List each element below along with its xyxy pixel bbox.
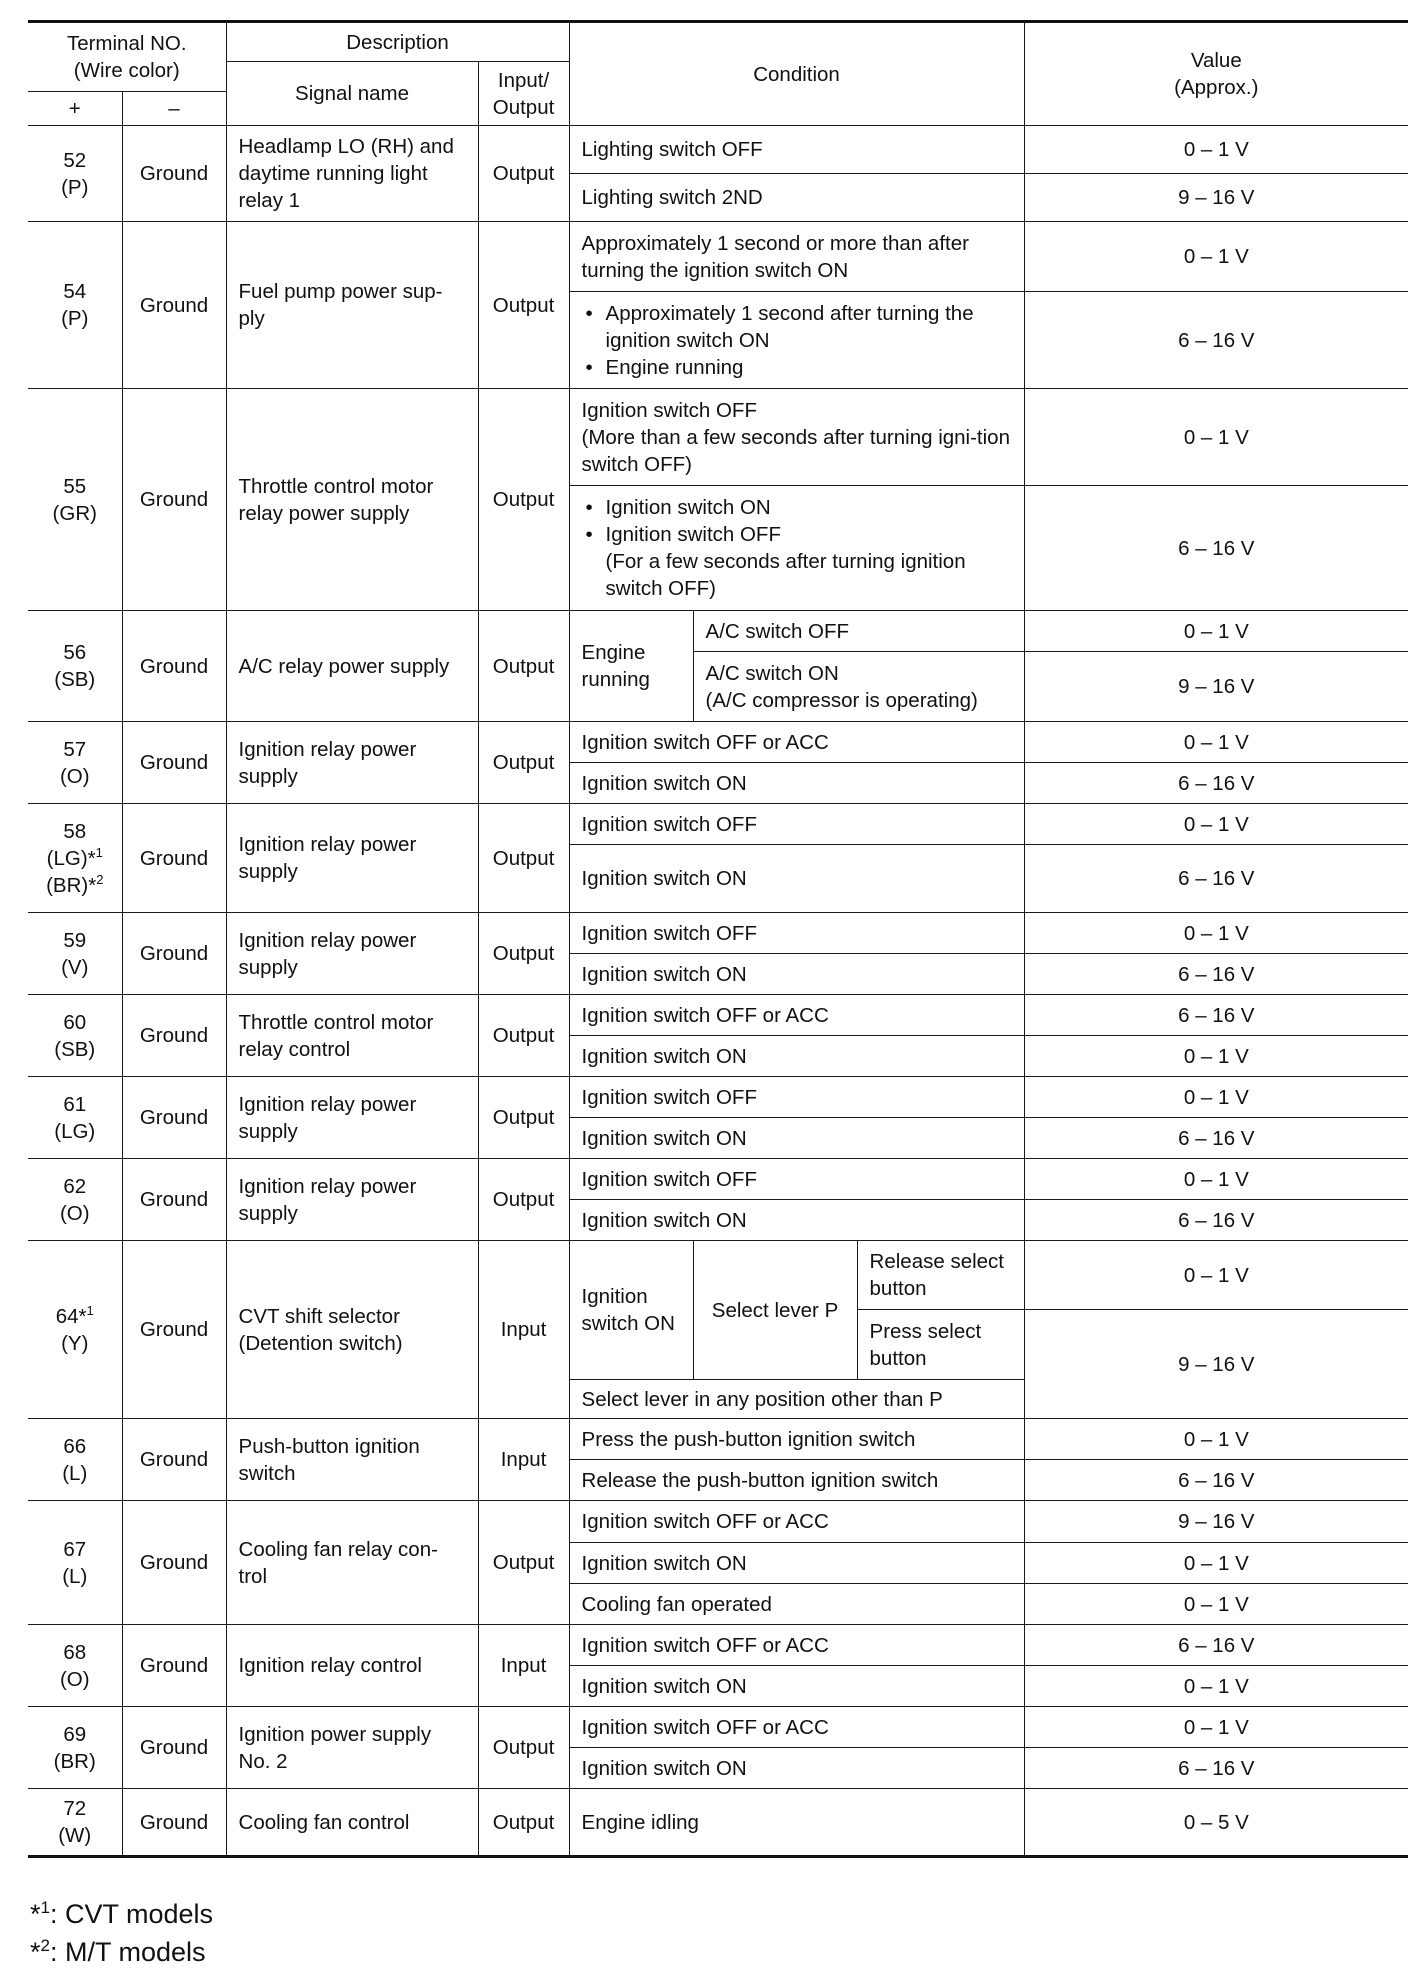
value-cell: 0 – 1 V bbox=[1024, 126, 1408, 174]
condition-cell: Select lever in any position other than P bbox=[569, 1380, 1024, 1419]
terminal-cell: 69 (BR) bbox=[28, 1707, 122, 1789]
table-row bbox=[28, 389, 1408, 486]
terminal-cell: 58 (LG)*$^1$ (BR)*$^2$ bbox=[28, 804, 122, 913]
signal-name-cell: Ignition relay power supply bbox=[226, 913, 478, 995]
value-cell: 0 – 1 V bbox=[1024, 611, 1408, 652]
ground-cell: Ground bbox=[122, 222, 226, 389]
condition-cell bbox=[569, 389, 1024, 486]
table-row bbox=[28, 1707, 1408, 1748]
io-cell: Output bbox=[478, 1789, 569, 1857]
terminal-cell: 57 (O) bbox=[28, 722, 122, 804]
value-cell: 6 – 16 V bbox=[1024, 954, 1408, 995]
value-cell: 6 – 16 V bbox=[1024, 1118, 1408, 1159]
io-cell: Output bbox=[478, 913, 569, 995]
condition-cell: A/C switch OFF bbox=[693, 611, 1024, 652]
table-row bbox=[28, 611, 1408, 652]
condition-cell: Ignition switch OFF bbox=[569, 1159, 1024, 1200]
signal-name-cell: Cooling fan control bbox=[226, 1789, 478, 1857]
io-cell: Output bbox=[478, 995, 569, 1077]
signal-name-cell: Ignition relay control bbox=[226, 1625, 478, 1707]
signal-name-cell: Headlamp LO (RH) and daytime running light relay 1 bbox=[226, 126, 478, 222]
condition-cell: Engine idling bbox=[569, 1789, 1024, 1857]
terminal-cell: 54 (P) bbox=[28, 222, 122, 389]
condition-line: A/C switch ON bbox=[705, 661, 839, 685]
description-header: Description bbox=[226, 22, 569, 62]
value-cell: 9 – 16 V bbox=[1024, 1501, 1408, 1543]
io-cell: Output bbox=[478, 1707, 569, 1789]
ground-cell: Ground bbox=[122, 126, 226, 222]
signal-name-cell: Ignition relay power supply bbox=[226, 722, 478, 804]
condition-cell: Ignition switch OFF bbox=[569, 1077, 1024, 1118]
terminal-cell: 52 (P) bbox=[28, 126, 122, 222]
condition-cell: Release select button bbox=[857, 1241, 1024, 1310]
document-page bbox=[28, 20, 1408, 1858]
io-cell: Output bbox=[478, 389, 569, 611]
condition-cell: Ignition switch OFF or ACC bbox=[569, 722, 1024, 763]
value-cell: 6 – 16 V bbox=[1024, 763, 1408, 804]
signal-name-cell: Ignition power supply No. 2 bbox=[226, 1707, 478, 1789]
wire-color-label: (Wire color) bbox=[73, 59, 180, 82]
signal-name-cell: Ignition relay power supply bbox=[226, 804, 478, 913]
terminal-cell: 66 (L) bbox=[28, 1419, 122, 1501]
condition-cell: Lighting switch 2ND bbox=[569, 174, 1024, 222]
value-cell: 6 – 16 V bbox=[1024, 292, 1408, 389]
value-cell: 6 – 16 V bbox=[1024, 995, 1408, 1036]
ground-cell: Ground bbox=[122, 1707, 226, 1789]
terminal-cell: 72 (W) bbox=[28, 1789, 122, 1857]
condition-cell: Cooling fan operated bbox=[569, 1584, 1024, 1625]
value-cell: 0 – 1 V bbox=[1024, 913, 1408, 954]
condition-cell: Ignition switch ON bbox=[569, 1200, 1024, 1241]
condition-cell: Press the push-button ignition switch bbox=[569, 1419, 1024, 1460]
signal-name-cell: Ignition relay power supply bbox=[226, 1159, 478, 1241]
value-cell: 0 – 1 V bbox=[1024, 1036, 1408, 1077]
table-row bbox=[28, 804, 1408, 845]
io-cell: Input bbox=[478, 1241, 569, 1419]
ground-cell: Ground bbox=[122, 722, 226, 804]
io-cell: Output bbox=[478, 1501, 569, 1625]
condition-cell: Ignition switch OFF bbox=[569, 913, 1024, 954]
terminal-header bbox=[28, 22, 226, 92]
table-row bbox=[28, 913, 1408, 954]
table-row bbox=[28, 722, 1408, 763]
io-cell: Input bbox=[478, 1625, 569, 1707]
terminal-cell: 55 (GR) bbox=[28, 389, 122, 611]
plus-header: + bbox=[28, 92, 122, 126]
condition-cell: Ignition switch OFF bbox=[569, 804, 1024, 845]
condition-cell: Approximately 1 second or more than after turning the ignition switch ON bbox=[569, 222, 1024, 292]
condition-cell: Ignition switch ON bbox=[569, 845, 1024, 913]
condition-line: Ignition switch OFF bbox=[581, 398, 757, 422]
terminal-cell: 67 (L) bbox=[28, 1501, 122, 1625]
ground-cell: Ground bbox=[122, 611, 226, 722]
value-cell: 0 – 1 V bbox=[1024, 804, 1408, 845]
table-row bbox=[28, 995, 1408, 1036]
terminal-cell: 60 (SB) bbox=[28, 995, 122, 1077]
value-cell: 6 – 16 V bbox=[1024, 1200, 1408, 1241]
value-cell: 0 – 1 V bbox=[1024, 222, 1408, 292]
condition-cell: Release the push-button ignition switch bbox=[569, 1460, 1024, 1501]
condition-cell: Ignition switch OFF or ACC bbox=[569, 1707, 1024, 1748]
ground-cell: Ground bbox=[122, 1159, 226, 1241]
value-cell: 9 – 16 V bbox=[1024, 652, 1408, 722]
signal-name-cell: Push-button ignition switch bbox=[226, 1419, 478, 1501]
table-row bbox=[28, 1077, 1408, 1118]
condition-cell: Ignition switch OFF or ACC bbox=[569, 1501, 1024, 1543]
approx-label: (Approx.) bbox=[1174, 76, 1259, 99]
io-cell: Output bbox=[478, 1077, 569, 1159]
bullet-item: • Ignition switch ON bbox=[606, 494, 1012, 521]
condition-cell: Ignition switch ON bbox=[569, 1036, 1024, 1077]
value-header bbox=[1024, 22, 1408, 126]
io-cell: Output bbox=[478, 611, 569, 722]
io-cell: Output bbox=[478, 1159, 569, 1241]
value-cell: 0 – 1 V bbox=[1024, 1159, 1408, 1200]
signal-name-cell: Ignition relay power supply bbox=[226, 1077, 478, 1159]
terminal-cell: 68 (O) bbox=[28, 1625, 122, 1707]
value-cell: 0 – 1 V bbox=[1024, 1543, 1408, 1584]
signal-name-cell: A/C relay power supply bbox=[226, 611, 478, 722]
signal-name-cell: Cooling fan relay con-trol bbox=[226, 1501, 478, 1625]
value-cell: 0 – 5 V bbox=[1024, 1789, 1408, 1857]
ground-cell: Ground bbox=[122, 913, 226, 995]
table-row bbox=[28, 1501, 1408, 1543]
table-row bbox=[28, 1625, 1408, 1666]
value-cell: 0 – 1 V bbox=[1024, 1077, 1408, 1118]
condition-cell: Ignition switch ON bbox=[569, 1666, 1024, 1707]
condition-cell: Press select button bbox=[857, 1310, 1024, 1380]
ground-cell: Ground bbox=[122, 1419, 226, 1501]
value-cell: 0 – 1 V bbox=[1024, 1241, 1408, 1310]
condition-header: Condition bbox=[569, 22, 1024, 126]
condition-cell: Ignition switch ON bbox=[569, 954, 1024, 995]
ground-cell: Ground bbox=[122, 1241, 226, 1419]
value-cell: 0 – 1 V bbox=[1024, 1584, 1408, 1625]
value-cell: 0 – 1 V bbox=[1024, 389, 1408, 486]
condition-note: (For a few seconds after turning ignition switch OFF) bbox=[605, 550, 966, 600]
terminal-cell: 56 (SB) bbox=[28, 611, 122, 722]
table-row bbox=[28, 1419, 1408, 1460]
header-row-1 bbox=[28, 22, 1408, 62]
table-row bbox=[28, 1789, 1408, 1857]
bullet-item: • Approximately 1 second after turning the ignition switch ON bbox=[606, 300, 1012, 354]
minus-header: – bbox=[122, 92, 226, 126]
io-cell: Output bbox=[478, 804, 569, 913]
value-cell: 6 – 16 V bbox=[1024, 1460, 1408, 1501]
input-output-label-1: Input/ bbox=[497, 68, 550, 92]
terminal-spec-table bbox=[28, 20, 1408, 1858]
ground-cell: Ground bbox=[122, 804, 226, 913]
io-cell: Input bbox=[478, 1419, 569, 1501]
footnotes bbox=[30, 1895, 213, 1971]
condition-group-cell: Engine running bbox=[569, 611, 693, 722]
condition-cell bbox=[569, 486, 1024, 611]
value-cell: 9 – 16 V bbox=[1024, 174, 1408, 222]
condition-cell: Ignition switch ON bbox=[569, 1118, 1024, 1159]
value-cell: 0 – 1 V bbox=[1024, 1666, 1408, 1707]
signal-name-cell: Fuel pump power sup-ply bbox=[226, 222, 478, 389]
ground-cell: Ground bbox=[122, 1077, 226, 1159]
condition-cell: Ignition switch ON bbox=[569, 763, 1024, 804]
terminal-cell: 64*$^1$ (Y) bbox=[28, 1241, 122, 1419]
condition-group-cell: Ignition switch ON bbox=[569, 1241, 693, 1380]
value-cell: 6 – 16 V bbox=[1024, 486, 1408, 611]
value-cell: 0 – 1 V bbox=[1024, 1707, 1408, 1748]
terminal-no-label: Terminal NO. bbox=[66, 32, 187, 55]
bullet-list bbox=[582, 494, 1012, 548]
signal-name-header: Signal name bbox=[226, 62, 478, 126]
signal-name-cell: CVT shift selector (Detention switch) bbox=[226, 1241, 478, 1419]
ground-cell: Ground bbox=[122, 389, 226, 611]
table-row bbox=[28, 1159, 1408, 1200]
value-cell: 0 – 1 V bbox=[1024, 722, 1408, 763]
footnote: *$^2$: M/T models bbox=[30, 1936, 206, 1967]
bullet-item: • Ignition switch OFF bbox=[606, 521, 1012, 548]
value-cell: 9 – 16 V bbox=[1024, 1310, 1408, 1419]
input-output-label-2: Output bbox=[492, 95, 555, 119]
signal-name-cell: Throttle control motor relay power supply bbox=[226, 389, 478, 611]
io-cell: Output bbox=[478, 222, 569, 389]
condition-cell: Lighting switch OFF bbox=[569, 126, 1024, 174]
table-row bbox=[28, 126, 1408, 174]
value-cell: 6 – 16 V bbox=[1024, 845, 1408, 913]
ground-cell: Ground bbox=[122, 995, 226, 1077]
condition-cell: Ignition switch ON bbox=[569, 1543, 1024, 1584]
ground-cell: Ground bbox=[122, 1789, 226, 1857]
value-cell: 0 – 1 V bbox=[1024, 1419, 1408, 1460]
ground-cell: Ground bbox=[122, 1625, 226, 1707]
value-label: Value bbox=[1190, 49, 1242, 72]
value-cell: 6 – 16 V bbox=[1024, 1625, 1408, 1666]
terminal-cell: 62 (O) bbox=[28, 1159, 122, 1241]
condition-cell: Ignition switch ON bbox=[569, 1748, 1024, 1789]
condition-cell: Ignition switch OFF or ACC bbox=[569, 995, 1024, 1036]
condition-line: (A/C compressor is operating) bbox=[705, 688, 978, 712]
footnote: *$^1$: CVT models bbox=[30, 1898, 214, 1929]
input-output-header bbox=[478, 62, 569, 126]
condition-group-cell: Select lever P bbox=[693, 1241, 857, 1380]
io-cell: Output bbox=[478, 722, 569, 804]
condition-cell: Ignition switch OFF or ACC bbox=[569, 1625, 1024, 1666]
signal-name-cell: Throttle control motor relay control bbox=[226, 995, 478, 1077]
table-row bbox=[28, 222, 1408, 292]
condition-cell bbox=[693, 652, 1024, 722]
bullet-list bbox=[582, 300, 1012, 381]
bullet-item: • Engine running bbox=[606, 354, 1012, 381]
ground-cell: Ground bbox=[122, 1501, 226, 1625]
condition-cell bbox=[569, 292, 1024, 389]
condition-line: (More than a few seconds after turning igni-tion switch OFF) bbox=[581, 425, 1010, 476]
terminal-cell: 61 (LG) bbox=[28, 1077, 122, 1159]
table-row bbox=[28, 1241, 1408, 1310]
terminal-cell: 59 (V) bbox=[28, 913, 122, 995]
value-cell: 6 – 16 V bbox=[1024, 1748, 1408, 1789]
io-cell: Output bbox=[478, 126, 569, 222]
